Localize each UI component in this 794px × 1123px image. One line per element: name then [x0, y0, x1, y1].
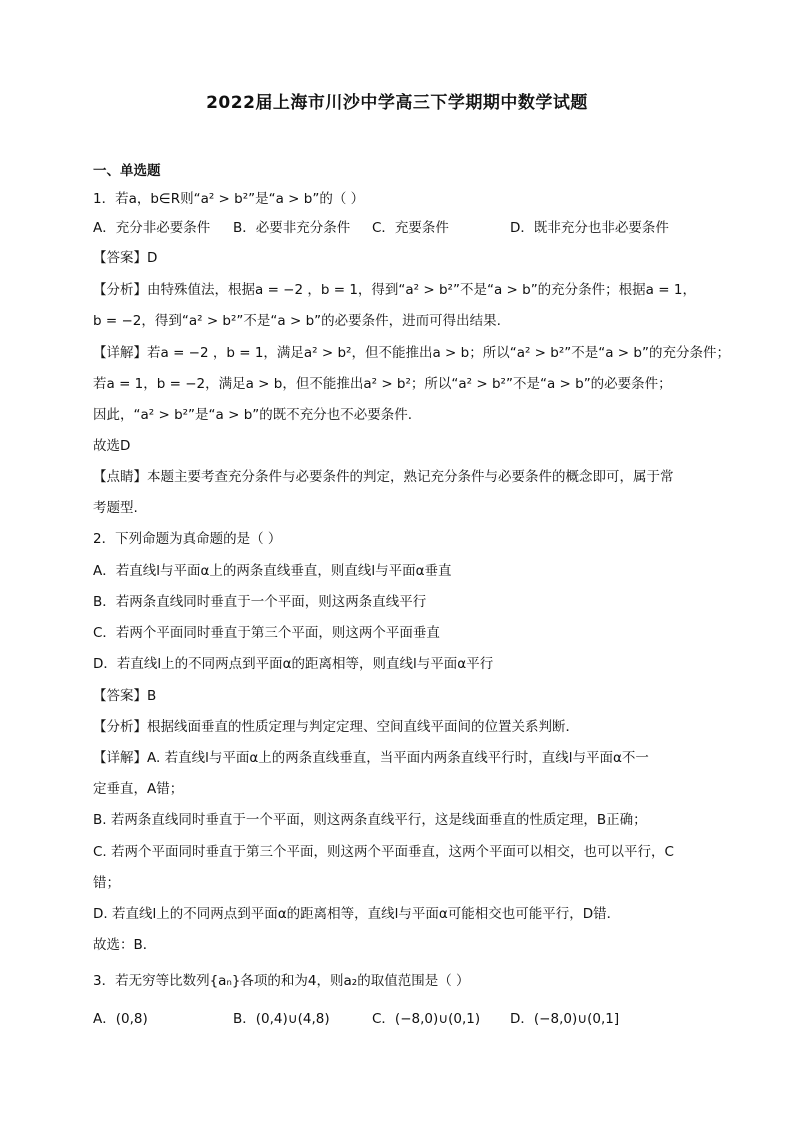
question-2-option-a: A．若直线l与平面α上的两条直线垂直，则直线l与平面α垂直: [93, 563, 452, 579]
question-1-analysis-line-2: b = −2，得到“a² > b²”不是“a > b”的必要条件，进而可得出结果.: [93, 313, 501, 329]
question-2-detail-line-2: 定垂直，A错；: [93, 781, 184, 797]
question-2-detail-line-1: 【详解】A. 若直线l与平面α上的两条直线垂直，当平面内两条直线平行时，直线l与平面α不一: [93, 750, 649, 766]
question-1-option-c: C．充要条件: [372, 220, 449, 236]
question-2-stem: 2．下列命题为真命题的是（ ）: [93, 531, 282, 547]
question-1-answer: 【答案】D: [93, 250, 158, 266]
question-1-analysis-line-1: 【分析】由特殊值法，根据a = −2 ，b = 1，得到“a² > b²”不是“a > b”的充分条件；根据a = 1，: [93, 282, 696, 298]
question-1-comment-line-2: 考题型.: [93, 500, 138, 516]
question-3-option-d: D．(−8,0)∪(0,1]: [510, 1011, 620, 1027]
document-title: 2022届上海市川沙中学高三下学期期中数学试题: [206, 93, 588, 113]
question-2-option-b: B．若两条直线同时垂直于一个平面，则这两条直线平行: [93, 594, 427, 610]
question-2-detail-line-4: C. 若两个平面同时垂直于第三个平面，则这两个平面垂直，这两个平面可以相交，也可以平行，C: [93, 844, 674, 860]
question-1-stem: 1．若a，b∈R则“a² > b²”是“a > b”的（ ）: [93, 191, 365, 207]
question-2-detail-line-6: D. 若直线l上的不同两点到平面α的距离相等，直线l与平面α可能相交也可能平行，D错．: [93, 906, 621, 922]
question-2-analysis: 【分析】根据线面垂直的性质定理与判定定理、空间直线平面间的位置关系判断．: [93, 719, 579, 735]
question-1-conclusion: 故选D: [93, 438, 131, 454]
question-3-option-b: B．(0,4)∪(4,8): [233, 1011, 330, 1027]
question-2-conclusion: 故选：B．: [93, 937, 157, 953]
question-2-option-c: C．若两个平面同时垂直于第三个平面，则这两个平面垂直: [93, 625, 440, 641]
question-1-detail-line-1: 【详解】若a = −2 ，b = 1，满足a² > b²，但不能推出a > b；所以“a² > b²”不是“a > b”的充分条件；: [93, 345, 730, 361]
question-1-option-b: B．必要非充分条件: [233, 220, 351, 236]
question-2-option-d: D．若直线l上的不同两点到平面α的距离相等，则直线l与平面α平行: [93, 656, 494, 672]
question-2-detail-line-3: B. 若两条直线同时垂直于一个平面，则这两条直线平行，这是线面垂直的性质定理，B正确；: [93, 812, 647, 828]
question-1-detail-line-2: 若a = 1，b = −2，满足a > b，但不能推出a² > b²；所以“a² > b²”不是“a > b”的必要条件；: [93, 376, 672, 392]
question-2-detail-line-5: 错；: [93, 875, 120, 891]
question-2-answer: 【答案】B: [93, 688, 157, 704]
question-1-comment-line-1: 【点睛】本题主要考查充分条件与必要条件的判定，熟记充分条件与必要条件的概念即可，属于常: [93, 469, 674, 485]
section-heading: 一、单选题: [93, 163, 161, 179]
question-3-stem: 3．若无穷等比数列{aₙ}各项的和为4，则a₂的取值范围是（ ）: [93, 973, 470, 989]
question-1-option-d: D．既非充分也非必要条件: [510, 220, 669, 236]
question-1-option-a: A．充分非必要条件: [93, 220, 211, 236]
question-3-option-a: A．(0,8): [93, 1011, 148, 1027]
question-1-detail-line-3: 因此，“a² > b²”是“a > b”的既不充分也不必要条件.: [93, 407, 413, 423]
question-3-option-c: C．(−8,0)∪(0,1): [372, 1011, 481, 1027]
